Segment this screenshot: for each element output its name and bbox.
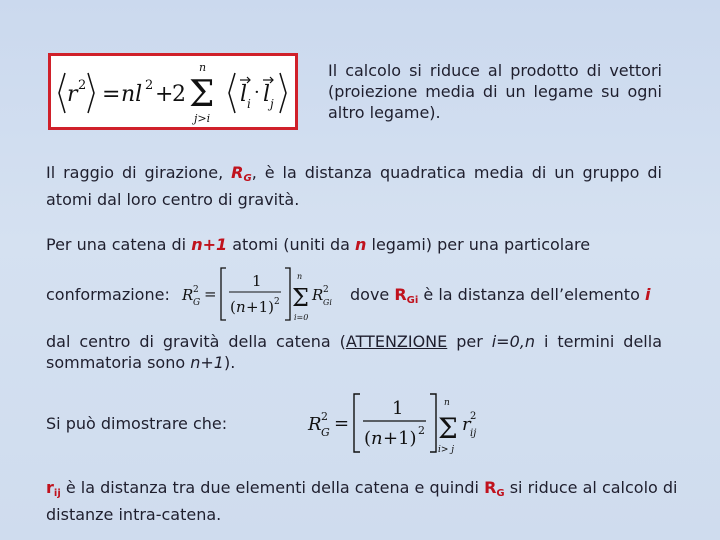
svg-text:R: R	[308, 414, 322, 435]
svg-text:Σ: Σ	[189, 74, 215, 115]
rij-symbol: $r_{ij}$	[46, 478, 61, 499]
gyration-definition: Il raggio di girazione, $R_G$, è la distanza quadratica media di un gruppo di atomi dal loro centro di gravità.	[46, 163, 662, 209]
svg-text:Σ: Σ	[438, 412, 458, 445]
svg-text:2: 2	[78, 78, 87, 93]
svg-text:2: 2	[321, 410, 328, 423]
svg-text:i> j: i> j	[438, 445, 455, 455]
svg-text:ij: ij	[470, 428, 477, 439]
svg-text:Gi: Gi	[323, 298, 332, 307]
svg-text:n: n	[236, 298, 246, 316]
rg-pairwise-formula	[306, 388, 486, 458]
svg-text:r: r	[462, 414, 471, 435]
svg-text:2: 2	[323, 285, 329, 295]
svg-text:1: 1	[392, 398, 404, 419]
svg-text:i: i	[247, 97, 251, 111]
rgi-symbol: $R_{Gi}$	[394, 285, 419, 306]
svg-text:G: G	[193, 298, 201, 308]
svg-text:l: l	[263, 82, 271, 107]
rg-symbol: $R_G$	[231, 163, 252, 184]
svg-text:+1): +1)	[246, 298, 274, 316]
svg-text:+1): +1)	[383, 428, 417, 449]
svg-text:n: n	[297, 272, 303, 281]
svg-text:2: 2	[145, 78, 154, 93]
svg-text:=: =	[204, 285, 217, 303]
conformation-label: conformazione:	[46, 285, 170, 304]
svg-text:nl: nl	[121, 82, 143, 107]
intro-text: Il calcolo si riduce al prodotto di vettori (proiezione media di un legame su ogni altro legame).	[328, 61, 662, 122]
svg-text:n: n	[371, 428, 383, 449]
svg-text:=: =	[334, 413, 350, 434]
proof-label: Si può dimostrare che:	[46, 414, 228, 433]
center-of-gravity-note: dal centro di gravità della catena (ATTENZIONE per i=0,n i termini della sommatoria sono n+1).	[46, 332, 662, 372]
svg-text:1: 1	[252, 272, 262, 290]
svg-text:Σ: Σ	[292, 284, 309, 312]
svg-text:2: 2	[470, 411, 477, 422]
svg-text:2: 2	[193, 285, 199, 295]
svg-text:(: (	[230, 298, 236, 316]
svg-text:2: 2	[418, 424, 425, 437]
svg-text:+: +	[155, 82, 174, 107]
svg-text:i=0: i=0	[294, 313, 309, 322]
svg-text:R: R	[182, 286, 194, 304]
svg-text:2: 2	[274, 297, 280, 307]
svg-text:G: G	[321, 426, 330, 439]
conclusion-text: $r_{ij}$ è la distanza tra due elementi della catena e quindi $R_G$ si riduce al calcolo di distanze intra-catena.	[46, 478, 678, 524]
svg-text:r: r	[67, 82, 78, 107]
chain-intro: Per una catena di n+1 atomi (uniti da n legami) per una particolare	[46, 235, 591, 254]
bond-vector-formula	[51, 56, 295, 127]
svg-text:j: j	[270, 97, 274, 111]
svg-text:n: n	[199, 61, 207, 74]
svg-text:l: l	[240, 82, 248, 107]
rg-sum-formula	[180, 262, 338, 324]
svg-text:R: R	[312, 286, 324, 304]
svg-text:·: ·	[254, 82, 260, 103]
bond-vector-formula-box	[48, 53, 298, 130]
svg-text:2: 2	[172, 82, 186, 107]
rg-symbol-2: $R_G$	[484, 478, 505, 499]
svg-text:j>i: j>i	[194, 112, 211, 125]
svg-text:(: (	[364, 428, 372, 449]
svg-text:n: n	[444, 398, 450, 408]
dove-text: dove $R_{Gi}$ è la distanza dell’elemento i	[350, 285, 651, 306]
svg-text:=: =	[102, 82, 121, 107]
